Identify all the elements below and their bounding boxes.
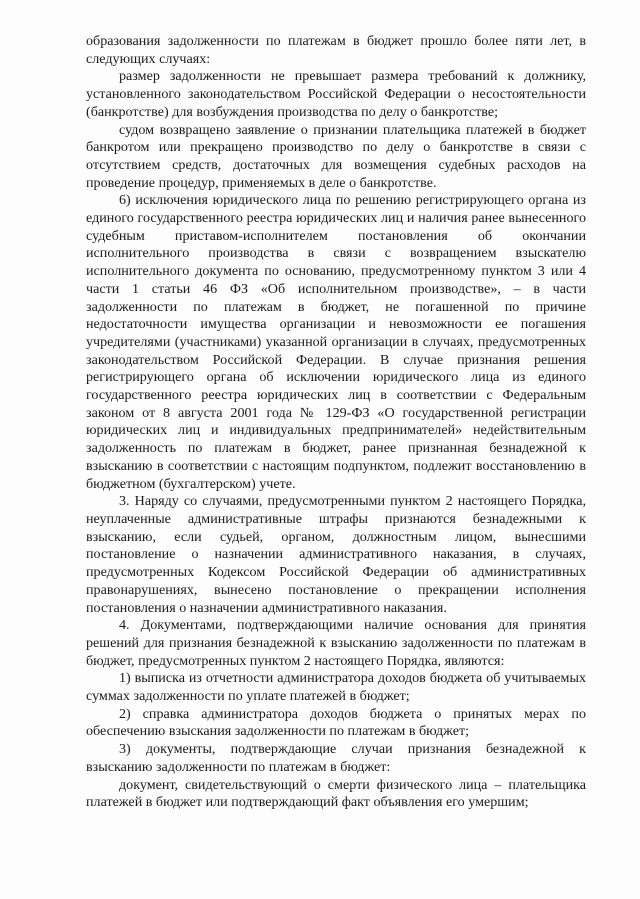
paragraph-point-3: 3. Наряду со случаями, предусмотренными пунктом 2 настоящего Порядка, неуплаченные административные штрафы признаются безнадежными к взысканию, если судьей, органом, должностным лицом, вынесшими постановление о назначении административного наказания, в случаях, предусмотренных Кодексом Российской Федерации об административных правонарушениях, вынесено постановление о прекращении исполнения постановления о назначении административного наказания. xyxy=(86,493,586,616)
paragraph-death-document: документ, свидетельствующий о смерти физического лица – плательщика платежей в бюджет или подтверждающий факт объявления его умершим; xyxy=(86,776,586,811)
paragraph-subitem-3: 3) документы, подтверждающие случаи признания безнадежной к взысканию задолженности по платежам в бюджет: xyxy=(86,741,586,775)
paragraph-debt-threshold: размер задолженности не превышает размера требований к должнику, установленного законодательством Российской Федерации о несостоятельности (банкротстве) для возбуждения производства по делу о банкротстве; xyxy=(86,68,586,120)
paragraph-subitem-1: 1) выписка из отчетности администратора доходов бюджета об учитываемых суммах задолженности по уплате платежей в бюджет; xyxy=(86,670,586,705)
paragraph-item-6: 6) исключения юридического лица по решению регистрирующего органа из единого государственного реестра юридических лиц и наличия ранее вынесенного судебным приставом-исполнителем постановления об окончании исполнительного производства в связи с возвращением взыскателю исполнительного документа по основанию, предусмотренному пунктом 3 или 4 части 1 статьи 46 ФЗ «Об исполнительном производстве», – в части задолженности по платежам в бюджет, не погашенной по причине недостаточности имущества организации и невозможности ее погашения учредителями (участниками) указанной организации в случаях, предусмотренных законодательством Российской Федерации. В случае признания решения регистрирующего органа об исключении юридического лица из единого государственного реестра юридических лиц в соответствии с Федеральным законом от 8 августа 2001 года № 129-ФЗ «О государственной регистрации юридических лиц и индивидуальных предпринимателей» недействительным задолженность по платежам в бюджет, ранее признанная безнадежной к взысканию в соответствии с настоящим подпунктом, подлежит восстановлению в бюджетном (бухгалтерском) учете. xyxy=(86,192,586,492)
paragraph-subitem-2: 2) справка администратора доходов бюджета о принятых мерах по обеспечению взыскания задолженности по платежам в бюджет; xyxy=(86,705,586,740)
document-text xyxy=(86,33,586,812)
paragraph-bankruptcy-returned: судом возвращено заявление о признании плательщика платежей в бюджет банкротом или прекращено производство по делу о банкротстве в связи с отсутствием средств, достаточных для возмещения судебных расходов на проведение процедур, применяемых в деле о банкротстве. xyxy=(86,121,586,191)
paragraph-point-4: 4. Документами, подтверждающими наличие основания для принятия решений для признания безнадежной к взысканию задолженности по платежам в бюджет, предусмотренных пунктом 2 настоящего Порядка, являются: xyxy=(86,617,586,669)
paragraph-continuation: образования задолженности по платежам в бюджет прошло более пяти лет, в следующих случаях: xyxy=(86,33,586,67)
